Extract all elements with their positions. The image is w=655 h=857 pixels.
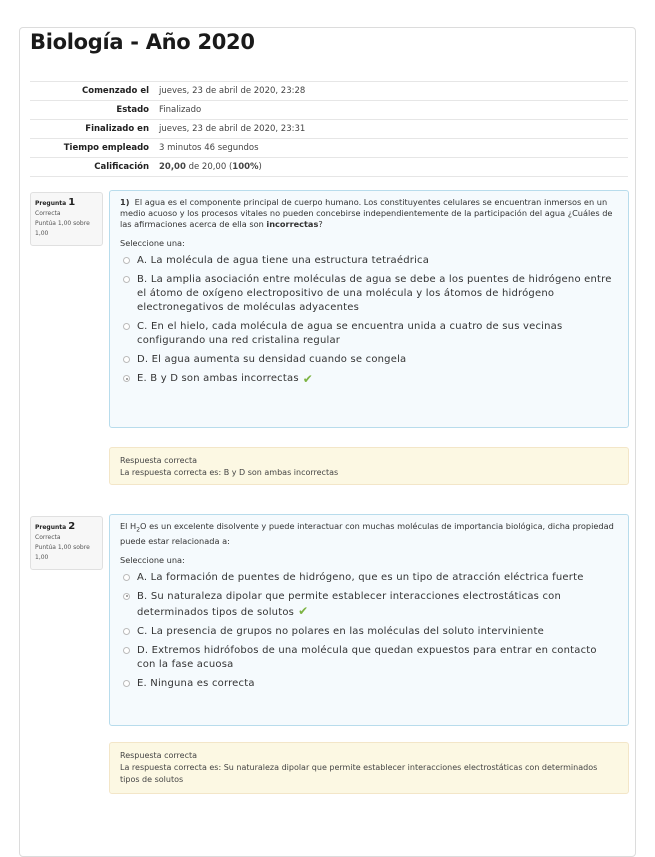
radio-icon-selected[interactable]: [123, 375, 130, 382]
radio-icon[interactable]: [123, 323, 130, 330]
radio-icon[interactable]: [123, 628, 130, 635]
feedback-title: Respuesta correcta: [120, 456, 198, 465]
radio-icon[interactable]: [123, 356, 130, 363]
answer-option-e[interactable]: E. B y D son ambas incorrectas ✔: [120, 372, 618, 386]
summary-value: Finalizado: [155, 101, 628, 120]
summary-label: Calificación: [30, 158, 155, 177]
question-label: Pregunta: [35, 200, 67, 207]
summary-row: [30, 101, 628, 120]
summary-row: [30, 139, 628, 158]
grade-percent: 100%: [232, 162, 259, 172]
summary-value: jueves, 23 de abril de 2020, 23:31: [155, 120, 628, 139]
answer-option-a[interactable]: A. La formación de puentes de hidrógeno, que es un tipo de atracción eléctrica fuerte: [120, 571, 618, 585]
answer-option-d[interactable]: D. El agua aumenta su densidad cuando se congela: [120, 353, 618, 367]
summary-label: Finalizado en: [30, 120, 155, 139]
question-info-2: [30, 516, 103, 570]
answer-option-b[interactable]: B. Su naturaleza dipolar que permite establecer interacciones electrostáticas con determinados tipos de solutos ✔: [120, 590, 618, 620]
select-label: Seleccione una:: [120, 554, 185, 565]
feedback-box-2: [109, 742, 629, 794]
question-number: 1: [68, 197, 76, 208]
radio-icon[interactable]: [123, 276, 130, 283]
grade-value: [155, 158, 628, 177]
radio-icon[interactable]: [123, 647, 130, 654]
summary-value: jueves, 23 de abril de 2020, 23:28: [155, 82, 628, 101]
question-status: Correcta: [35, 210, 61, 217]
summary-value: 3 minutos 46 segundos: [155, 139, 628, 158]
answer-option-e[interactable]: E. Ninguna es correcta: [120, 677, 618, 691]
radio-icon[interactable]: [123, 680, 130, 687]
quiz-review-page: [19, 27, 636, 857]
question-points: Puntúa 1,00 sobre 1,00: [35, 544, 90, 561]
question-number: 2: [68, 521, 76, 532]
question-info-1: [30, 192, 103, 246]
attempt-summary-table: [30, 81, 628, 177]
summary-label: Tiempo empleado: [30, 139, 155, 158]
question-box-2: [109, 514, 629, 726]
check-icon: ✔: [302, 372, 314, 386]
feedback-text: La respuesta correcta es: B y D son ambas incorrectas: [120, 468, 339, 477]
grade-score: 20,00: [159, 162, 186, 172]
question-label: Pregunta: [35, 524, 67, 531]
summary-label: Comenzado el: [30, 82, 155, 101]
answer-option-a[interactable]: A. La molécula de agua tiene una estructura tetraédrica: [120, 254, 618, 268]
question-text: El $H_2O$ es un excelente disolvente y puede interactuar con muchas moléculas de importancia biológica, dicha propiedad puede estar relacionada a:: [120, 521, 614, 546]
question-status: Correcta: [35, 534, 61, 541]
answer-option-c[interactable]: C. La presencia de grupos no polares en las moléculas del soluto interviniente: [120, 625, 618, 639]
grade-close: ): [258, 162, 262, 172]
grade-of: de 20,00 (: [185, 162, 233, 172]
summary-row: [30, 120, 628, 139]
radio-icon-selected[interactable]: [123, 593, 130, 600]
feedback-box-1: [109, 447, 629, 485]
answer-option-d[interactable]: D. Extremos hidrófobos de una molécula que quedan expuestos para entrar en contacto con la fase acuosa: [120, 644, 618, 672]
radio-icon[interactable]: [123, 574, 130, 581]
summary-row: [30, 158, 628, 177]
select-label: Seleccione una:: [120, 238, 185, 248]
question-box-1: [109, 190, 629, 428]
question-prefix: 1): [120, 197, 130, 207]
answer-option-b[interactable]: B. La amplia asociación entre moléculas de agua se debe a los puentes de hidrógeno entre el átomo de oxígeno electropositivo de una molécula y los átomos de hidrógeno electronegativos de moléculas adyacentes: [120, 273, 618, 315]
answer-option-c[interactable]: C. En el hielo, cada molécula de agua se encuentra unida a cuatro de sus vecinas configurando una red cristalina regular: [120, 320, 618, 348]
feedback-title: Respuesta correcta: [120, 751, 198, 760]
question-points: Puntúa 1,00 sobre 1,00: [35, 220, 90, 237]
check-icon: ✔: [298, 603, 309, 618]
question-text: 1) El agua es el componente principal de cuerpo humano. Los constituyentes celulares se encuentran inmersos en un medio acuoso y los procesos vitales no pueden concebirse independientemente de la participación del agua ¿Cuáles de las afirmaciones acerca de ella son incorrectas?: [120, 197, 613, 229]
page-title: Biología - Año 2020: [30, 30, 255, 54]
feedback-text: La respuesta correcta es: Su naturaleza dipolar que permite establecer interacciones electrostáticas con determinados tipos de solutos: [120, 763, 598, 784]
summary-label: Estado: [30, 101, 155, 120]
summary-row: [30, 82, 628, 101]
radio-icon[interactable]: [123, 257, 130, 264]
